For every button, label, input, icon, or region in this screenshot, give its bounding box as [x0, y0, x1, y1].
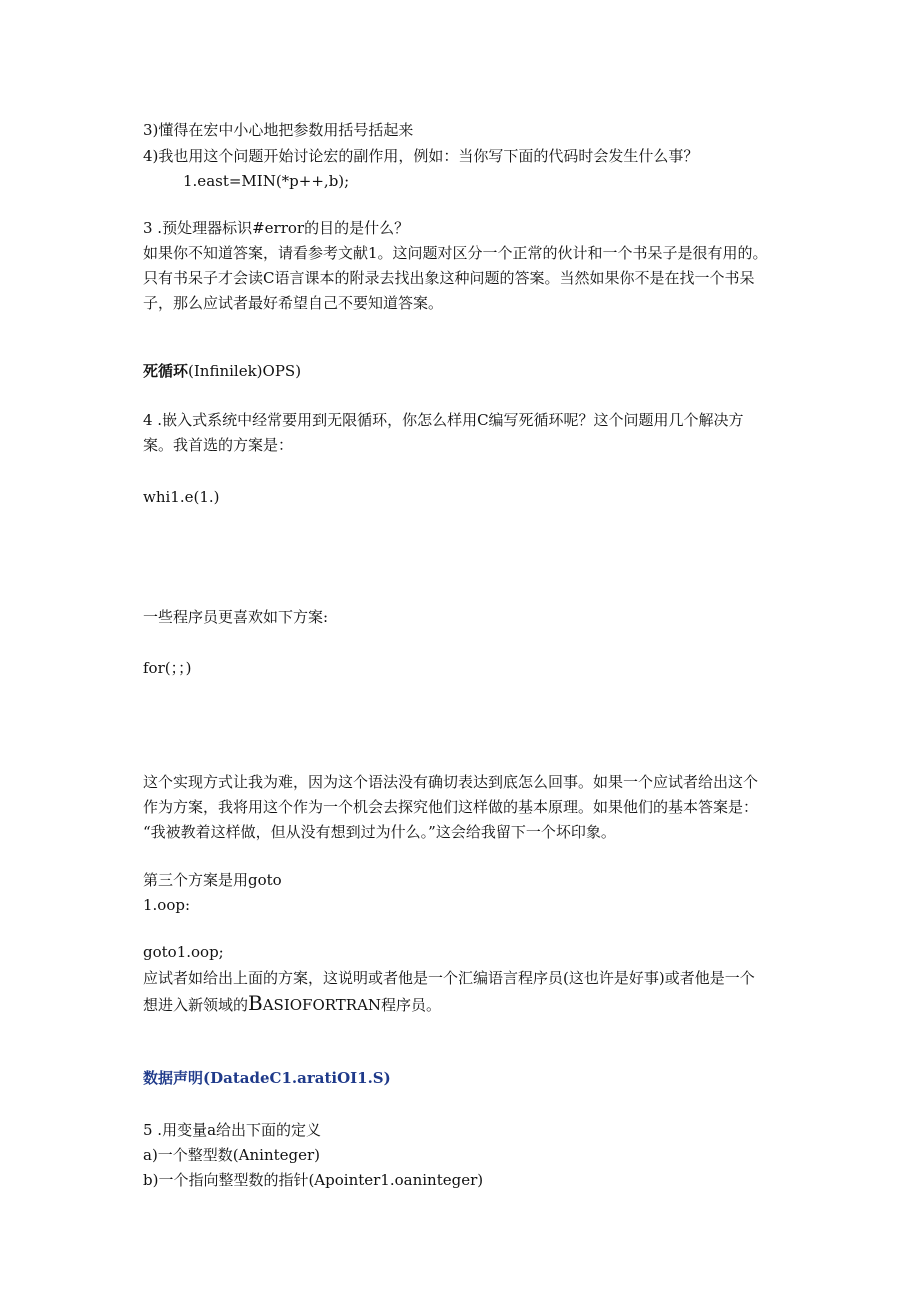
text-line: 应试者如给出上面的方案，这说明或者他是一个汇编语言程序员(这也许是好事)或者他是一个 — [143, 969, 755, 987]
code-line: whi1.e(1.) — [143, 488, 220, 506]
text-line: b)一个指向整型数的指针(Apointer1.oaninteger) — [143, 1171, 484, 1189]
section-heading — [143, 361, 301, 381]
section-heading-cn: 死循环 — [143, 362, 189, 380]
text-line: 一些程序员更喜欢如下方案: — [143, 608, 329, 626]
question-heading: 5 .用变量a给出下面的定义 — [143, 1121, 322, 1139]
text-line: 只有书呆子才会读C语言课本的附录去找出象这种问题的答案。当然如果你不是在找一个书呆 — [143, 269, 755, 287]
text-line: a)一个整型数(Aninteger) — [143, 1146, 321, 1164]
text-line: “我被教着这样做，但从没有想到过为什么。”这会给我留下一个坏印象。 — [143, 823, 616, 841]
text-line: 案。我首选的方案是： — [143, 436, 294, 454]
code-line: 1.oop: — [143, 896, 191, 914]
question-heading: 3 .预处理器标识#error的目的是什么？ — [143, 219, 410, 237]
text-segment: 想进入新领域的 — [143, 996, 249, 1014]
text-line: 4)我也用这个问题开始讨论宏的副作用，例如：当你写下面的代码时会发生什么事？ — [143, 147, 699, 165]
text-line: 第三个方案是用goto — [143, 871, 282, 889]
code-line: for(；；) — [143, 659, 192, 677]
text-line: 如果你不知道答案，请看参考文献1。这问题对区分一个正常的伙计和一个书呆子是很有用的。 — [143, 244, 768, 262]
text-line: 这个实现方式让我为难，因为这个语法没有确切表达到底怎么回事。如果一个应试者给出这个 — [143, 773, 759, 791]
text-segment: ASIOFORTRAN程序员。 — [262, 996, 442, 1014]
section-heading: 数据声明(DatadeC1.aratiOI1.S) — [143, 1069, 391, 1087]
text-line: 子，那么应试者最好希望自己不要知道答案。 — [143, 294, 444, 312]
text-line: 作为方案，我将用这个作为一个机会去探究他们这样做的基本原理。如果他们的基本答案是： — [143, 798, 759, 816]
section-heading-en: (Infinilek)OPS) — [188, 362, 302, 380]
code-line: goto1.oop; — [143, 943, 224, 961]
text-line — [143, 993, 441, 1015]
text-line: 3)懂得在宏中小心地把参数用括号括起来 — [143, 121, 414, 139]
question-heading: 4 .嵌入式系统中经常要用到无限循环，你怎么样用C编写死循环呢？这个问题用几个解决方 — [143, 411, 744, 429]
code-line: 1.east=MIN(*p++,b); — [183, 172, 350, 190]
text-large-letter: B — [248, 991, 263, 1015]
